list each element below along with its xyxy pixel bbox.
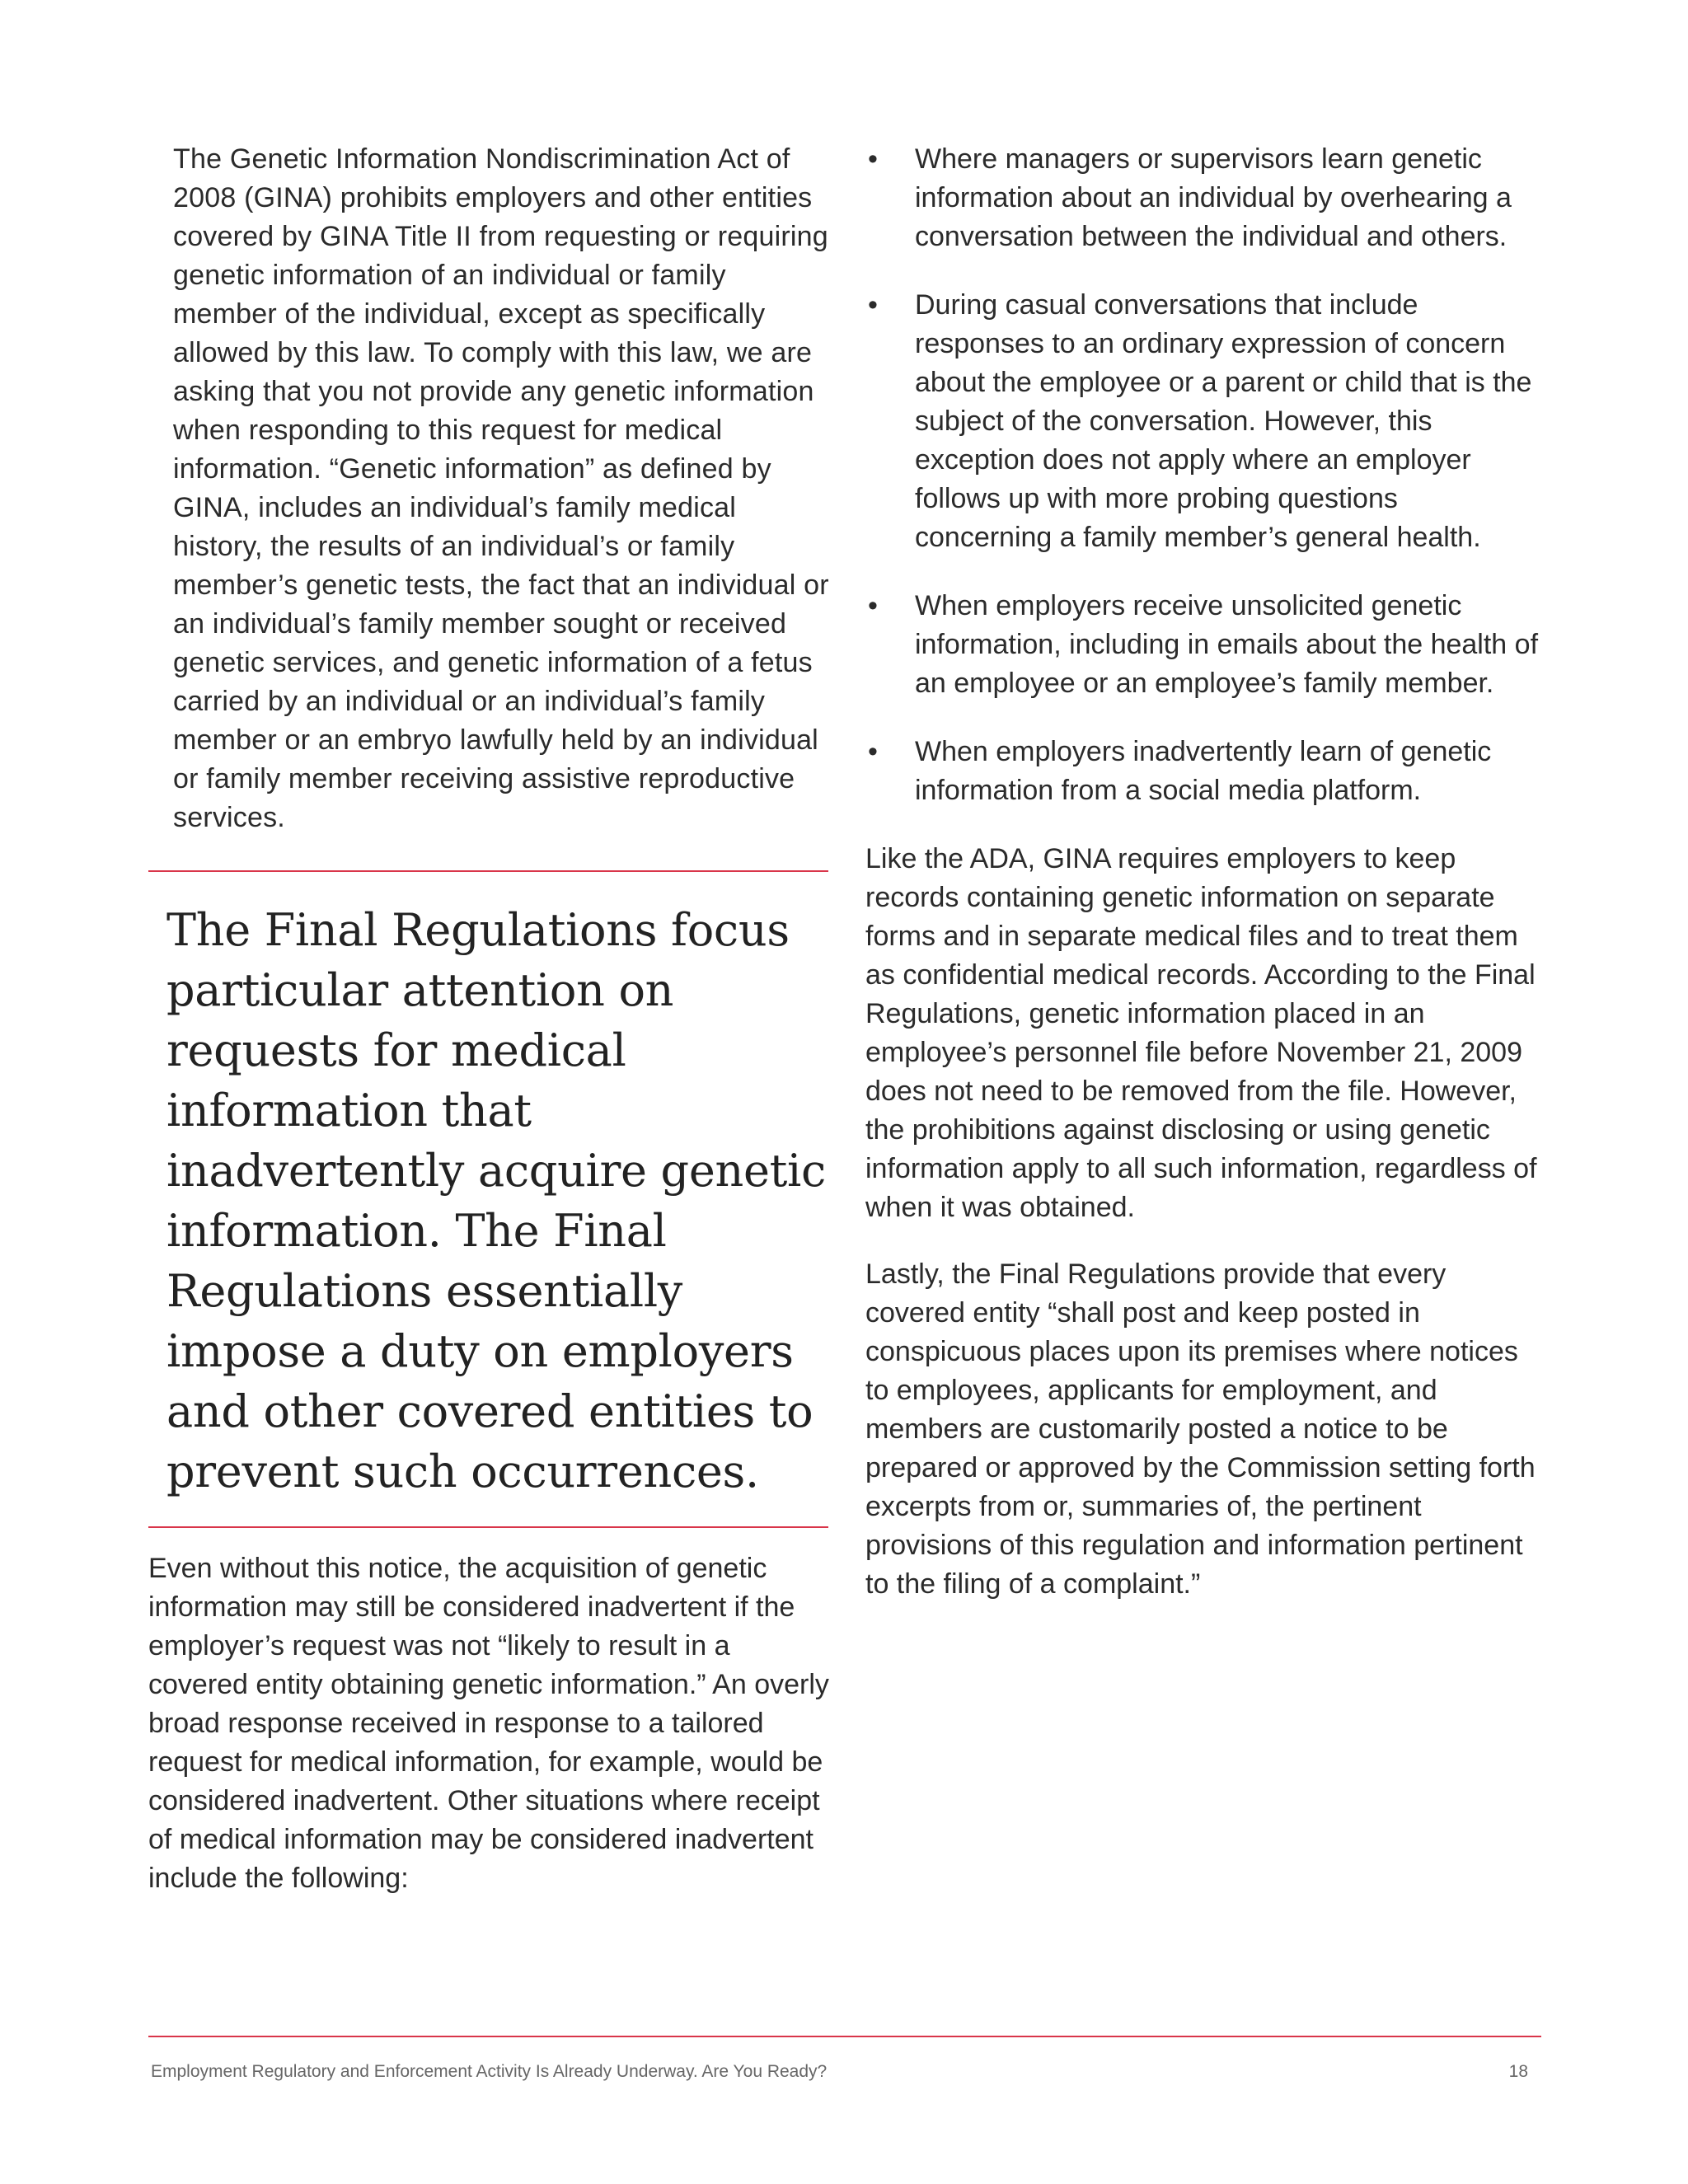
bullet-icon: •: [868, 289, 878, 321]
posting-requirement-paragraph: Lastly, the Final Regulations provide that every covered entity “shall post and keep posted in conspicuous places upon its premises where notices to employees, applicants for employment, and members are customarily posted a notice to be prepared or approved by the Commission setting forth excerpts from or, summaries of, the pertinent provisions of this regulation and information pertinent to the filing of a complaint.”: [865, 1258, 1536, 1600]
pull-quote: The Final Regulations focus particular attention on requests for medical information that inadvertently acquire genetic information. The Final Regulations essentially impose a duty on employers and other covered entities to prevent such occurrences.: [166, 904, 826, 1497]
right-column: [865, 140, 1541, 1632]
list-item-text: When employers inadvertently learn of genetic information from a social media platform.: [915, 736, 1492, 806]
list-item: [865, 733, 1541, 810]
inadvertent-acquisition-paragraph: Even without this notice, the acquisition of genetic information may still be considered inadvertent if the employer’s request was not “likely to result in a covered entity obtaining genetic information.” An overly broad response received in response to a tailored request for medical information, for example, would be considered inadvertent. Other situations where receipt of medical information may be considered inadvertent include the following:: [148, 1553, 829, 1894]
footer-rule: [148, 2036, 1541, 2037]
page-number: 18: [1508, 2062, 1528, 2081]
pull-quote-top-rule: [148, 870, 828, 872]
footer-title: Employment Regulatory and Enforcement Activity Is Already Underway. Are You Ready?: [151, 2062, 828, 2081]
list-item-text: Where managers or supervisors learn genetic information about an individual by overhearing a conversation between the individual and others.: [915, 143, 1512, 252]
bullet-icon: •: [868, 590, 878, 621]
bullet-icon: •: [868, 736, 878, 767]
list-item: [865, 140, 1541, 256]
left-column: [148, 140, 832, 1898]
inadvertent-situations-list: [865, 140, 1541, 810]
list-item: [865, 286, 1541, 557]
gina-notice-paragraph: The Genetic Information Nondiscrimination Act of 2008 (GINA) prohibits employers and other entities covered by GINA Title II from requesting or requiring genetic information of an individual or family member of the individual, except as specifically allowed by this law. To comply with this law, we are asking that you not provide any genetic information when responding to this request for medical information. “Genetic information” as defined by GINA, includes an individual’s family medical history, the results of an individual’s or family member’s genetic tests, the fact that an individual or an individual’s family member sought or received genetic services, and genetic information of a fetus carried by an individual or an individual’s family member or an embryo lawfully held by an individual or family member receiving assistive reproductive services.: [173, 143, 829, 833]
list-item: [865, 587, 1541, 703]
pull-quote-bottom-rule: [148, 1526, 828, 1528]
list-item-text: During casual conversations that include responses to an ordinary expression of concern about the employee or a parent or child that is the subject of the conversation. However, this exception does not apply where an employer follows up with more probing questions concerning a family member’s general health.: [915, 289, 1532, 553]
list-item-text: When employers receive unsolicited genetic information, including in emails about the health of an employee or an employee’s family member.: [915, 590, 1539, 699]
recordkeeping-paragraph: Like the ADA, GINA requires employers to keep records containing genetic information on separate forms and in separate medical files and to treat them as confidential medical records. According to the Final Regulations, genetic information placed in an employee’s personnel file before November 21, 2009 does not need to be removed from the file. However, the prohibitions against disclosing or using genetic information apply to all such information, regardless of when it was obtained.: [865, 843, 1537, 1223]
bullet-icon: •: [868, 143, 878, 175]
